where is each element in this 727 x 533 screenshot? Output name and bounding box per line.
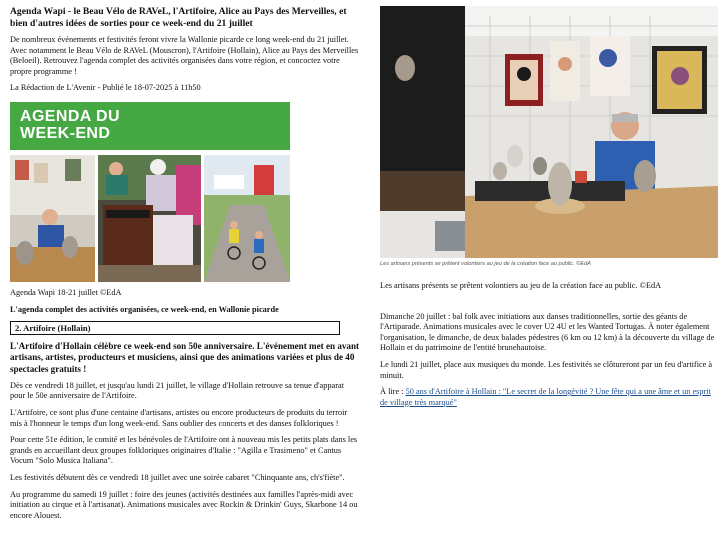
image-credit: Agenda Wapi 18-21 juillet ©EdA: [10, 287, 122, 297]
agenda-banner-image: [10, 102, 290, 282]
section-paragraph-2: L'Artifoire, ce sont plus d'une centaine d'artisans, artistes ou encore producteurs de produits du terroir mis à l'honneur le temps d'un long week-end. Sans oublier des concerts et des danses folkloriques !: [10, 407, 348, 428]
photo-cyclists: [204, 155, 290, 282]
right-paragraph-2: Le lundi 21 juillet, place aux musiques du monde. Les festivités se clôtureront par un feu d'artifice à minuit.: [380, 359, 713, 380]
section-paragraph-3: Pour cette 51e édition, le comité et les bénévoles de l'Artifoire ont à nouveau mis les petits plats dans les grands en accueillant deux groupes folkloriques originaires d'Italie : "Agilla e Trasimeno" et Cantus Vocum "Solo Musica Italiana".: [10, 435, 358, 466]
banner-title: [20, 108, 120, 142]
right-paragraph-1: Dimanche 20 juillet : bal folk avec initiations aux danses traditionnelles, sortie des géants de l'Artiparade. Animations musicales avec le cover U2 4U et les Wanted Tortugas. À noter également l'organisation, le dimanche, de deux balades pédestres (6 km ou 12 km) à la découverte du village de Hollain et du patrimoine de l'entité brunehautoise.: [380, 311, 715, 353]
article-byline: La Rédaction de L'Avenir - Publié le 18-07-2025 à 11h50: [10, 83, 201, 93]
article-headline: Agenda Wapi - le Beau Vélo de RAVeL, l'Artifoire, Alice au Pays des Merveilles, et bien d'autres idées de sorties pour ce week-end du 21 juillet: [10, 6, 347, 29]
section-paragraph-5: Au programme du samedi 19 juillet : foire des jeunes (activités destinées aux familles l'après-midi avec initiation au cirque et à l'artisanat). Animations musicales avec Rockin & Drinkin' Guys, Skarbone 14 ou encore Alouest.: [10, 489, 358, 520]
read-also-link[interactable]: 50 ans d'Artifoire à Hollain : "Le secret de la longévité ? Une fête qui a une âme et un esprit de village très marqué": [380, 387, 711, 407]
article-intro: De nombreux événements et festivités feront vivre la Wallonie picarde ce long week-end du 21 juillet. Avec notamment le Beau Vélo de RAVeL (Mouscron), l'Artifoire (Hollain), Alice au Pays des Merveilles (Beloeil). Retrouvez l'agenda complet des activités organisées dans votre région, et concoctez votre propre programme !: [10, 35, 359, 76]
left-column: [10, 6, 360, 521]
right-column: [380, 6, 720, 408]
section-paragraph-4: Les festivités débutent dès ce vendredi 18 juillet avec une soirée cabaret "Chinquante ans, ch's'fiète".: [10, 472, 345, 482]
section-title-box: 2. Artifoire (Hollain): [10, 321, 340, 335]
photo-caption: Les artisans présents se prêtent volontiers au jeu de la création face au public. ©EdA: [380, 261, 591, 267]
photo-sculptor: [10, 155, 95, 282]
photo-musicians: [98, 155, 201, 282]
section-lead: L'Artifoire d'Hollain célèbre ce week-end son 50e anniversaire. L'événement met en avant artisans, artistes, producteurs et musiciens, ainsi que des animations variées et plus de 40 spectacles gratuits !: [10, 341, 360, 374]
read-also-prefix: À lire :: [380, 387, 406, 397]
read-also: [380, 387, 720, 408]
banner-line-2: WEEK-END: [20, 124, 111, 142]
banner-line-1: AGENDA DU: [20, 107, 120, 125]
artisan-photo: [380, 6, 718, 258]
section-paragraph-1: Dès ce vendredi 18 juillet, et jusqu'au lundi 21 juillet, le village d'Hollain retrouve sa tenue d'apparat pour le 50e anniversaire de l'Artifoire.: [10, 380, 344, 401]
agenda-subhead: L'agenda complet des activités organisées, ce week-end, en Wallonie picarde: [10, 304, 279, 314]
caption-repeat: Les artisans présents se prêtent volontiers au jeu de la création face au public. ©EdA: [380, 281, 662, 290]
